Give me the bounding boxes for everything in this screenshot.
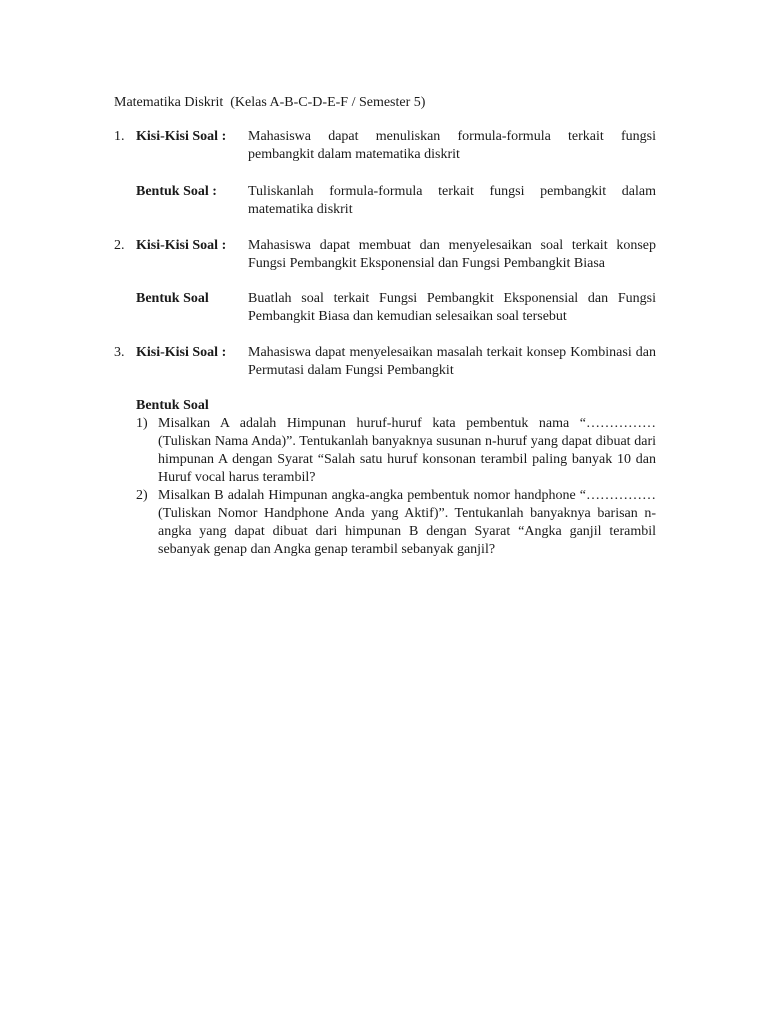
bentuk-label: Bentuk Soal : [136, 184, 217, 199]
bentuk-text: Buatlah soal terkait Fungsi Pembangkit Eksponensial dan Fungsi Pembangkit Biasa dan kemudian selesaikan soal tersebut [248, 291, 656, 324]
bentuk-label: Bentuk Soal [136, 291, 209, 306]
item-1-kisi [114, 128, 656, 164]
sub-item-text: Misalkan A adalah Himpunan huruf-huruf kata pembentuk nama “…………… (Tuliskan Nama Anda)”. Tentukanlah banyaknya susunan n-huruf yang dapat dibuat dari himpunan A dengan Syarat “Salah satu huruf konsonan terambil paling banyak 10 dan Huruf vocal harus terambil? [158, 416, 656, 485]
kisi-label: Kisi-Kisi Soal : [136, 345, 227, 360]
list-item [136, 415, 656, 487]
item-3-kisi [114, 344, 656, 380]
document-title: Matematika Diskrit (Kelas A-B-C-D-E-F / Semester 5) [114, 95, 426, 110]
item-number: 2. [114, 238, 125, 253]
kisi-text: Mahasiswa dapat membuat dan menyelesaikan soal terkait konsep Fungsi Pembangkit Eksponensial dan Fungsi Pembangkit Biasa [248, 238, 656, 271]
sub-item-number: 1) [136, 416, 148, 431]
list-item [136, 487, 656, 559]
item-number: 1. [114, 129, 125, 144]
kisi-label: Kisi-Kisi Soal : [136, 238, 227, 253]
bentuk-text: Tuliskanlah formula-formula terkait fungsi pembangkit dalam matematika diskrit [248, 184, 656, 217]
kisi-text: Mahasiswa dapat menyelesaikan masalah terkait konsep Kombinasi dan Permutasi dalam Fungsi Pembangkit [248, 345, 656, 378]
item-2-bentuk [114, 290, 656, 326]
item-number: 3. [114, 345, 125, 360]
item-2-kisi [114, 237, 656, 273]
kisi-label: Kisi-Kisi Soal : [136, 129, 227, 144]
item-1-bentuk [114, 183, 656, 219]
sub-question-list [136, 415, 656, 559]
sub-item-number: 2) [136, 488, 148, 503]
bentuk-label: Bentuk Soal [136, 398, 209, 413]
sub-item-text: Misalkan B adalah Himpunan angka-angka pembentuk nomor handphone “……………(Tuliskan Nomor Handphone Anda yang Aktif)”. Tentukanlah banyaknya barisan n-angka yang dapat dibuat dari himpunan B dengan Syarat “Angka ganjil terambil sebanyak genap dan Angka genap terambil sebanyak ganjil? [158, 488, 656, 557]
kisi-text: Mahasiswa dapat menuliskan formula-formula terkait fungsi pembangkit dalam matematika diskrit [248, 129, 656, 162]
